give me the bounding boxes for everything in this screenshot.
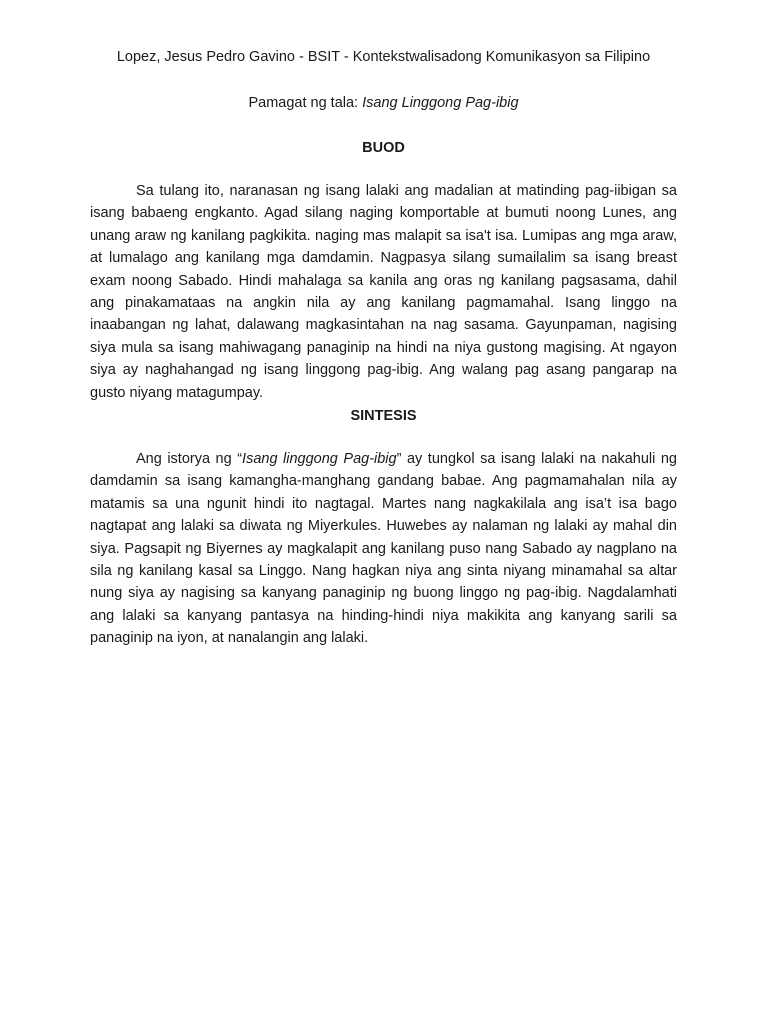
note-title-value: Isang Linggong Pag-ibig bbox=[362, 95, 519, 111]
buod-body: Sa tulang ito, naranasan ng isang lalaki ang madalian at matinding pag-iibigan sa isang babaeng engkanto. Agad silang naging komportable at bumuti noong Lunes, ang unang araw ng kanilang pagkikita. naging mas malapit sa isa't isa. Lumipas ang mga araw, at lumalago ang kanilang mga damdamin. Nagpasya silang sumailalim sa isang breast exam noong Sabado. Hindi mahalaga sa kanila ang oras ng kanilang pagsasama, dahil ang pinakamataas na angkin nila ay ang kanilang pagmamahal. Isang linggo na inaabangan ng lahat, dalawang magkasintahan na nag sasama. Gayunpaman, nagising siya mula sa isang mahiwagang panaginip na hindi na niya gustong magising. At ngayon siya ay naghahangad ng isang linggong pag-ibig. Ang walang pag asang pangarap na gusto niyang matagumpay. bbox=[90, 183, 677, 401]
note-title bbox=[90, 93, 677, 113]
document-header bbox=[90, 47, 677, 67]
note-title-label: Pamagat ng tala: bbox=[248, 95, 363, 111]
sintesis-body: ” ay tungkol sa isang lalaki na nakahuli ng damdamin sa isang kamangha-manghang gandang babae. Ang pagmamahalan nila ay matamis sa una ngunit hindi ito nagtagal. Martes nang nagkakilala ang isa’t isa bago nagtapat ang lalaki sa diwata ng Miyerkules. Huwebes ay nalaman ng lalaki ay mahal din siya. Pagsapit ng Biyernes ay magkalapit ang kanilang puso nang Sabado ay nagplano na sila ng kanilang kasal sa Linggo. Nang hagkan niya ang sinta niyang minamahal sa altar nung siya ay nagising sa kanyang panaginip ng buong linggo ng pag-ibig. Nagdalamhati ang lalaki sa kanyang pantasya na hinding-hindi niya makikita ang kanyang sarili sa panaginip na iyon, at nanalangin ang lalaki. bbox=[90, 451, 678, 647]
sintesis-intro: Ang istorya ng “ bbox=[136, 451, 243, 467]
buod-heading: BUOD bbox=[362, 140, 405, 156]
buod-paragraph bbox=[90, 180, 677, 404]
sintesis-paragraph bbox=[90, 448, 677, 650]
sintesis-heading: SINTESIS bbox=[350, 408, 417, 424]
sintesis-story-title: Isang linggong Pag-ibig bbox=[242, 451, 397, 467]
author-course-line: Lopez, Jesus Pedro Gavino - BSIT - Kontekstwalisadong Komunikasyon sa Filipino bbox=[116, 49, 651, 65]
